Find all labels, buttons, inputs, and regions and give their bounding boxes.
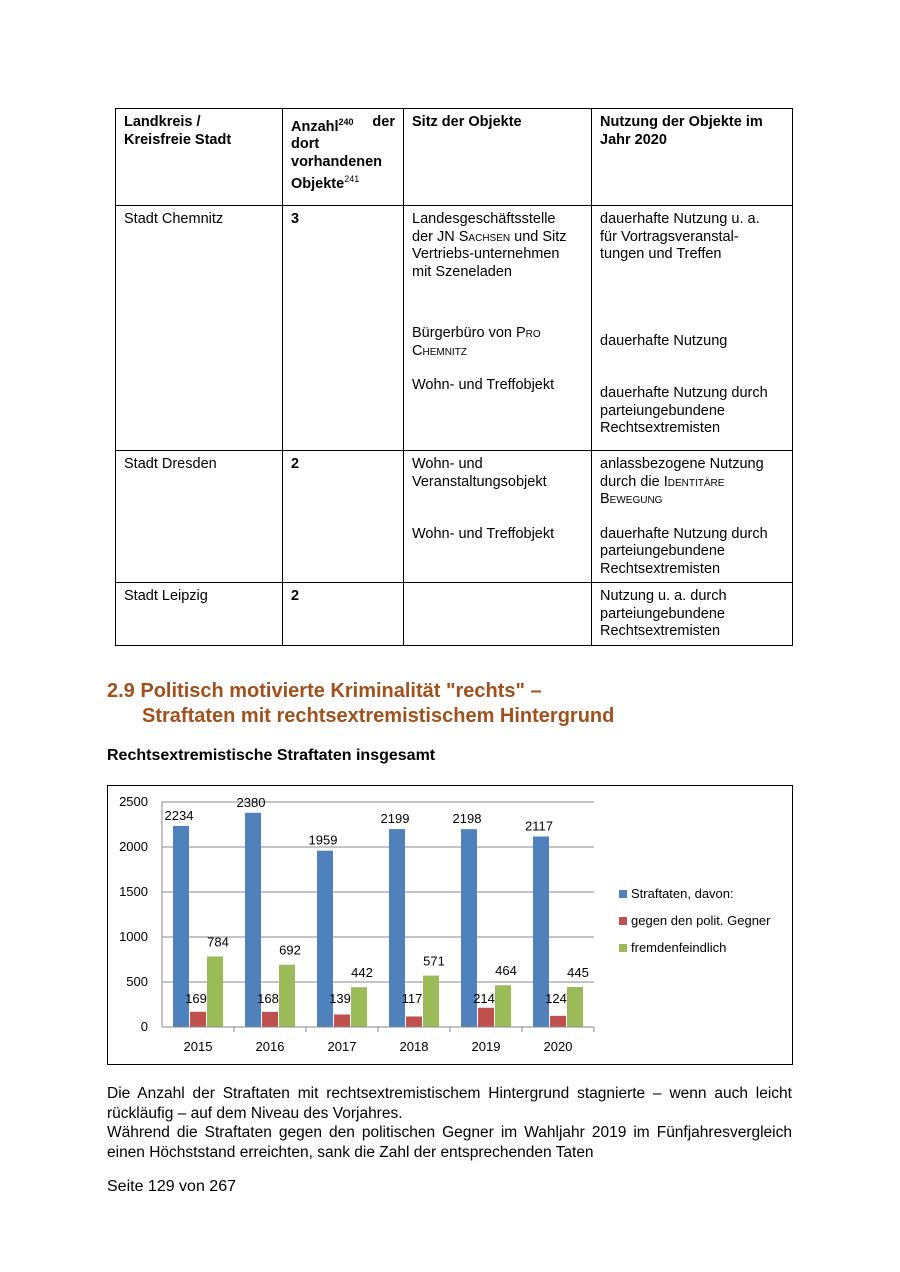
legend-swatch <box>619 890 627 898</box>
cell-location <box>404 583 592 646</box>
paragraph: Während die Straftaten gegen den politischen Gegner im Wahljahr 2019 im Fünfjahresvergleich einen Höchststand erreichten, sank die Zahl der entsprechenden Taten <box>107 1124 792 1161</box>
header-district: Landkreis / Kreisfreie Stadt <box>116 109 283 206</box>
bar <box>207 956 223 1027</box>
cell-district: Stadt Leipzig <box>116 583 283 646</box>
section-heading-line1: 2.9 Politisch motivierte Kriminalität "rechts" – <box>107 680 542 702</box>
cell-count: 2 <box>283 583 404 646</box>
legend-label: Straftaten, davon: <box>631 886 734 901</box>
table-header-row <box>116 109 793 206</box>
data-label: 117 <box>401 991 423 1006</box>
data-label: 168 <box>257 991 279 1006</box>
data-label: 442 <box>351 965 373 981</box>
data-label: 692 <box>279 942 301 958</box>
bar <box>567 987 583 1027</box>
x-tick-label: 2018 <box>399 1039 429 1054</box>
cell-usage: dauerhafte Nutzung u. a. für Vortragsveranstal- tungen und Treffen dauerhafte Nutzung dauerhafte Nutzung durch parteiungebundene Rechtsextremisten <box>592 206 793 451</box>
table-row <box>116 583 793 646</box>
y-tick-label: 500 <box>126 974 148 989</box>
section-heading <box>107 679 614 729</box>
bar <box>279 965 295 1027</box>
bar-chart <box>107 785 793 1065</box>
chart-subtitle: Rechtsextremistische Straftaten insgesamt <box>107 747 436 764</box>
bar-chart-svg <box>108 786 792 1064</box>
x-tick-label: 2017 <box>327 1039 357 1054</box>
cell-usage: Nutzung u. a. durch parteiungebundene Rechtsextremisten <box>592 583 793 646</box>
data-label: 124 <box>545 991 567 1006</box>
y-tick-label: 0 <box>140 1019 148 1034</box>
data-label: 139 <box>329 991 351 1006</box>
bar <box>423 976 439 1027</box>
bar <box>334 1014 350 1027</box>
data-label: 445 <box>567 964 589 980</box>
data-label: 214 <box>473 991 495 1006</box>
bar <box>406 1016 422 1027</box>
page-number: Seite 129 von 267 <box>107 1178 236 1195</box>
header-usage: Nutzung der Objekte im Jahr 2020 <box>592 109 793 206</box>
data-label: 571 <box>423 953 445 969</box>
data-label: 2199 <box>380 811 410 827</box>
legend-swatch <box>619 944 627 952</box>
header-location: Sitz der Objekte <box>404 109 592 206</box>
legend-label: fremdenfeindlich <box>631 940 727 955</box>
y-tick-label: 1000 <box>119 929 148 944</box>
x-tick-label: 2016 <box>255 1039 285 1054</box>
paragraph: Die Anzahl der Straftaten mit rechtsextremistischem Hintergrund stagnierte – wenn auch leicht rückläufig – auf dem Niveau des Vorjahres. <box>107 1085 792 1122</box>
cell-district: Stadt Chemnitz <box>116 206 283 451</box>
data-label: 2380 <box>236 794 266 810</box>
data-label: 2198 <box>452 811 482 827</box>
body-text <box>107 1084 792 1162</box>
objects-table <box>115 108 793 646</box>
cell-usage: anlassbezogene Nutzung durch die Identitäre Bewegung dauerhafte Nutzung durch parteiungebundene Rechtsextremisten <box>592 451 793 583</box>
x-tick-label: 2015 <box>183 1039 213 1054</box>
header-count: Anzahl$^{240}$ der dort vorhandenen Objekte$^{241}$ <box>283 109 404 206</box>
y-tick-label: 2500 <box>119 794 148 809</box>
data-label: 2117 <box>525 818 553 834</box>
data-label: 2234 <box>164 807 194 823</box>
bar <box>495 985 511 1027</box>
y-tick-label: 2000 <box>119 839 148 854</box>
x-tick-label: 2020 <box>543 1039 573 1054</box>
y-tick-label: 1500 <box>119 884 148 899</box>
table-row <box>116 451 793 583</box>
bar <box>351 987 367 1027</box>
data-label: 1959 <box>308 832 338 848</box>
section-heading-line2: Straftaten mit rechtsextremistischem Hintergrund <box>142 705 615 727</box>
legend-label: gegen den polit. Gegner <box>631 913 771 928</box>
cell-district: Stadt Dresden <box>116 451 283 583</box>
data-label: 464 <box>495 963 517 979</box>
cell-location: Landesgeschäftsstelle der JN Sachsen und Sitz Vertriebs-unternehmen mit Szeneladen Bürgerbüro von Pro Chemnitz Wohn- und Treffobjekt <box>404 206 592 451</box>
table-row <box>116 206 793 451</box>
cell-count: 3 <box>283 206 404 451</box>
data-label: 784 <box>207 934 229 950</box>
bar <box>262 1012 278 1027</box>
bar <box>478 1008 494 1027</box>
cell-location: Wohn- und Veranstaltungsobjekt Wohn- und Treffobjekt <box>404 451 592 583</box>
bar <box>190 1012 206 1027</box>
x-tick-label: 2019 <box>471 1039 501 1054</box>
cell-count: 2 <box>283 451 404 583</box>
legend-swatch <box>619 917 627 925</box>
data-label: 169 <box>185 991 207 1006</box>
bar <box>550 1016 566 1027</box>
